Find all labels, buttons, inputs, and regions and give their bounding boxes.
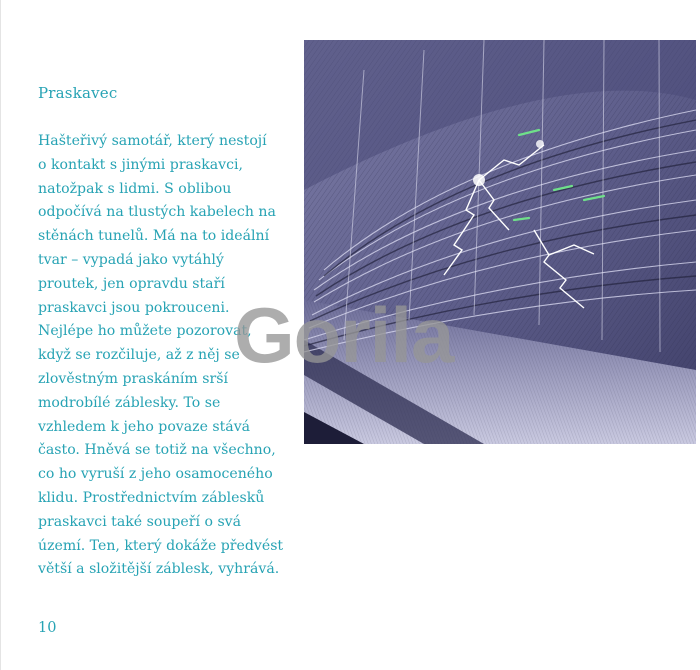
page-edge <box>0 0 1 670</box>
page-number: 10 <box>38 620 57 636</box>
tunnel-illustration <box>304 40 696 444</box>
body-line: stěnách tunelů. Má na to ideální <box>38 228 270 245</box>
body-line: modrobílé záblesky. To se <box>38 394 221 411</box>
body-line: když se rozčiluje, až z něj se <box>38 347 240 364</box>
body-line: o kontakt s jinými praskavci, <box>38 156 243 173</box>
body-line: zlověstným praskáním srší <box>38 370 228 387</box>
body-line: natožpak s lidmi. S oblibou <box>38 180 232 197</box>
body-line: co ho vyruší z jeho osamoceného <box>38 466 273 483</box>
watermark: Gorila <box>234 291 454 379</box>
body-line: klidu. Prostřednictvím záblesků <box>38 489 265 506</box>
body-line: větší a složitější záblesk, vyhrává. <box>38 561 280 578</box>
body-line: proutek, jen opravdu staří <box>38 275 225 292</box>
body-line: Hašteřivý samotář, který nestojí <box>38 133 267 149</box>
body-line: praskavci jsou pokrouceni. <box>38 299 230 316</box>
body-line: vzhledem k jeho povaze stává <box>38 418 251 435</box>
body-line: často. Hněvá se totiž na všechno, <box>38 442 276 459</box>
section-heading: Praskavec <box>38 84 118 102</box>
body-line: Nejlépe ho můžete pozorovat, <box>38 323 252 340</box>
body-line: odpočívá na tlustých kabelech na <box>38 204 276 221</box>
body-line: praskavci také soupeří o svá <box>38 513 242 530</box>
body-line: tvar – vypadá jako vytáhlý <box>38 251 224 268</box>
body-line: území. Ten, který dokáže předvést <box>38 537 284 554</box>
